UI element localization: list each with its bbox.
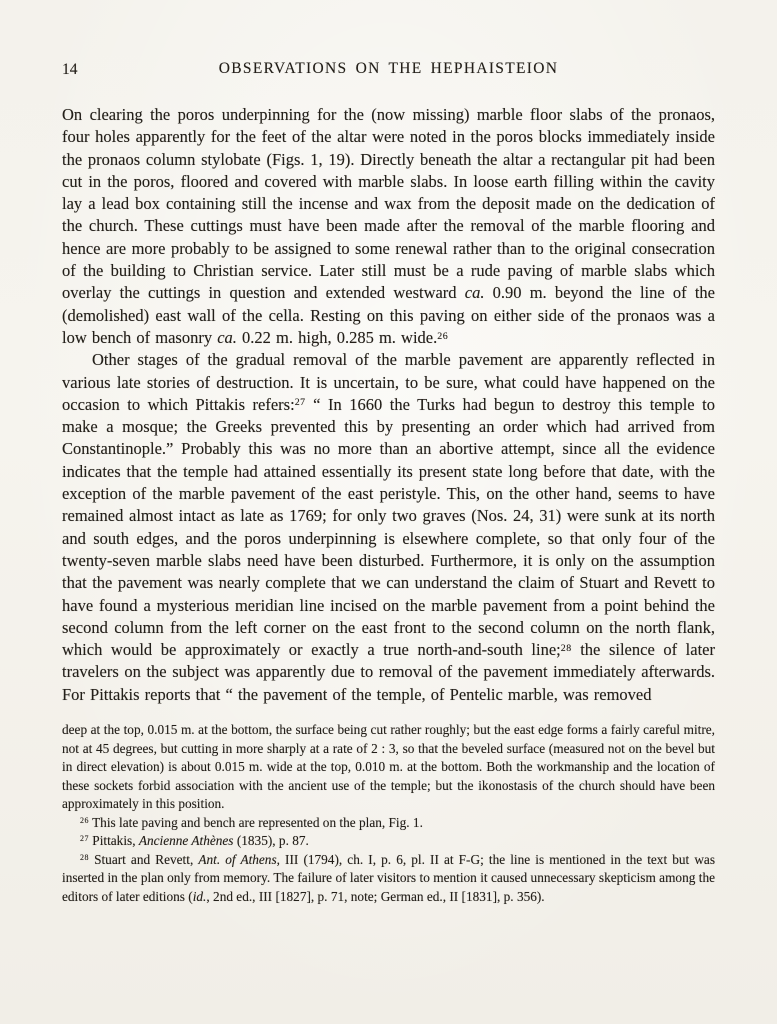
footnote-number: 28 [80, 852, 89, 862]
paragraph: On clearing the poros underpinning for the (now missing) marble floor slabs of the pronaos, four holes apparently for the feet of the altar were noted in the poros blocks immediately inside the pronaos column stylobate (Figs. 1, 19). Directly beneath the altar a rectangular pit had been cut in the poros, floored and covered with marble slabs. In loose earth filling within the cavity lay a lead box containing still the incense and wax from the deposit made on the dedication of the church. These cuttings must have been made after the removal of the marble flooring and hence are more probably to be assigned to some renewal rather than to the original consecration of the building to Christian service. Later still must be a rude paving of marble slabs which overlay the cuttings in question and extended westward ca. 0.90 m. beyond the line of the (demolished) east wall of the cella. Resting on this paving on either side of the pronaos was a low bench of masonry ca. 0.22 m. high, 0.285 m. wide.$^{26}$ [62, 105, 715, 347]
footnote-28: $^{28}$ Stuart and Revett, Ant. of Athens, III (1794), ch. I, p. 6, pl. II at F-G; the line is mentioned in the text but was inserted in the plan only from memory. The failure of later visitors to mention it caused unnecessary skepticism among the editors of later editions (id., 2nd ed., III [1827], p. 71, note; German ed., II [1831], p. 356). [62, 851, 716, 904]
footnote-ref: 26 [437, 330, 449, 342]
footnote-number: 26 [80, 815, 89, 825]
italic-text: ca. [464, 283, 485, 303]
italic-text: Ant. of Athens [198, 851, 277, 867]
footnote-number: 27 [80, 834, 89, 844]
footnote-continuation: deep at the top, 0.015 m. at the bottom, the surface being cut rather roughly; but the east edge forms a fairly careful mitre, not at 45 degrees, but cutting in more sharply at a rate of 2 : 3, so that the beveled surface (measured not on the bevel but in direct elevation) is about 0.015 m. wide at the top, 0.010 m. at the bottom. Both the workmanship and the location of these sockets forbid association with the ancient use of the temple; but the ikonostasis of the church should have been approximately in this position. [62, 722, 715, 812]
body-text [62, 104, 715, 706]
italic-text: Ancienne Athènes [138, 833, 234, 849]
paragraph: Other stages of the gradual removal of the marble pavement are apparently reflected in various late stories of destruction. It is uncertain, to be sure, what could have happened on the occasion to which Pittakis refers:$^{27}$ “ In 1660 the Turks had begun to destroy this temple to make a mosque; the Greeks prevented this by presenting an order which had arrived from Constantinople.” Probably this was no more than an abortive attempt, since all the evidence indicates that the temple had attained essentially its present state long before that date, with the exception of the marble pavement of the east peristyle. This, on the other hand, seems to have remained almost intact as late as 1769; for only two graves (Nos. 24, 31) were sunk at its north and south edges, and the poros underpinning is elsewhere complete, so that only four of the twenty-seven marble slabs need have been disturbed. Furthermore, it is only on the assumption that the pavement was nearly complete that we can understand the claim of Stuart and Revett to have found a mysterious meridian line incised on the marble pavement from a point behind the second column from the left corner on the east front to the second column on the north flank, which would be approximately or exactly a true north-and-south line;$^{28}$ the silence of later travelers on the subject was apparently due to removal of the pavement immediately afterwards. For Pittakis reports that “ the pavement of the temple, of Pentelic marble, was removed [62, 350, 715, 704]
page-number: 14 [62, 61, 78, 78]
page-header [62, 60, 715, 82]
running-title: OBSERVATIONS ON THE HEPHAISTEION [218, 60, 559, 77]
footnote-27: $^{27}$ Pittakis, Ancienne Athènes (1835), p. 87. [80, 833, 309, 849]
italic-text: id. [192, 888, 207, 904]
footnote-ref: 27 [294, 397, 306, 409]
footnotes-section [62, 721, 715, 906]
footnote-ref: 28 [560, 642, 572, 654]
italic-text: ca. [217, 327, 237, 347]
footnote-26: $^{26}$ This late paving and bench are represented on the plan, Fig. 1. [80, 814, 423, 830]
